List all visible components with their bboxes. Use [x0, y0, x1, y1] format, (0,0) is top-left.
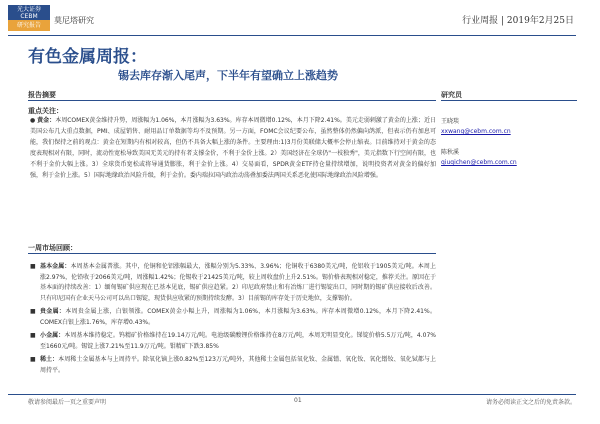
list-item: [30, 262, 436, 304]
analyst-name: 陈秋溪: [441, 149, 460, 156]
analyst-heading: 研究员: [441, 91, 462, 99]
gold-bullet-dot: ●: [30, 117, 38, 124]
bullet-label: 小金属：: [40, 332, 65, 339]
footer-disclaimer-right: 请务必阅读正文之后的免责条款。: [485, 399, 576, 406]
list-item: [30, 307, 436, 328]
analyst-name: 王晓琰: [441, 118, 460, 125]
cebm-logo: [8, 5, 50, 31]
footer-divider: [8, 394, 576, 395]
gold-label: 黄金：: [37, 117, 56, 124]
footer-disclaimer-left: 敬请参阅最后一页之重要声明: [28, 399, 107, 406]
analyst-sidebar: [441, 90, 577, 166]
bullet-label: 稀土：: [40, 356, 59, 363]
list-item: [30, 331, 436, 352]
bullet-square-icon: ■: [30, 356, 36, 363]
bullet-text: 本周基本维持稳定。钨精矿价格维持在19.14万元/吨。电池级碳酸锂价格维持在8万元/吨，本周无明显变化。锑锭价格5.5万元/吨，4.07%至1660元/吨。锡锭上涨7.21%至11.9万元/吨。钼精矿下跌3.85%: [40, 332, 436, 350]
bullet-text: 本周基本金属普涨。其中，伦铜和伦铝涨幅最大，涨幅分别为5.33%、3.96%；伦铜收于6380美元/吨，伦铝收于1905美元/吨。本周上涨2.97%，伦铅收于2066美元/吨，周涨幅1.42%；伦锡收于21425美元/吨，较上周收盘价上升2.51%。锡价格表现相对稳定，推荐关注。原因在于基本面的持续改善：1）缅甸锡矿供应现在已基本见底，锡矿供应趋紧。2）印尼政府禁止和有冶炼厂进行锡锭出口，同时期的锡矿供应接收后改善。只有印尼国有企业天马公司可以出口锡锭，现货供应收紧的预期持续发酵。3）目前锡的库存处于历史地位，支撑锡价。: [40, 263, 436, 302]
summary-divider: [28, 100, 436, 101]
key-focus-heading: 重点关注：: [28, 107, 63, 115]
header-divider: [8, 35, 576, 36]
analyst-email-link[interactable]: qiuqichen@cebm.com.cn: [441, 159, 517, 166]
report-subtitle: 锡去库存渐入尾声，下半年有望确立上涨趋势: [118, 69, 338, 82]
page-header: [0, 0, 600, 36]
bullet-square-icon: ■: [30, 263, 36, 270]
gold-text: 本周COMEX黄金维持升势，周涨幅为1.06%，本月涨幅为3.63%。库存本周微增0.12%，本月下降2.41%。美元走弱刺激了黄金的上涨；近日美国公布几大重点数据，PMI、成屋销售、耐用品订单数据等均不及预期。另一方面，FOMC会议纪要公布，虽然整体仍然偏向鸽派，但表示仍有加息可能，我们保持之前的观点：黄金在短期内有相对较高，但仍不具备大幅上涨的条件。主要理由:1)3月份美联储大概率会停止缩表。目前维持对于黄金的态度表现相对有限，同时，流动性宽松导致美国无美元的持有者支撑金价，不利于金价上涨。2）美国经济在全球仍"一枝独秀"，美元指数下行空间有限，也不利于金价大幅上涨。3）全球货币宽松或将导通货膨胀，利于金价上涨。4）交易面看，SPDR黄金ETF持仓量持续增加，说明投资者对黄金的偏好加强，利于金价上涨。5）国际地缘政治风险升级，利于金价。委内瑞拉国内政治动荡叠加委法两国关系恶化使国际地缘政治风险增强。: [30, 117, 436, 179]
list-item: [30, 355, 436, 376]
bullet-label: 基本金属：: [40, 263, 71, 270]
brand-name: 莫尼塔研究: [54, 16, 94, 25]
bullet-square-icon: ■: [30, 332, 36, 339]
bullet-label: 贵金属：: [40, 308, 66, 315]
analyst-email-link[interactable]: xxwang@cebm.com.cn: [441, 128, 511, 135]
gold-paragraph: [30, 115, 436, 181]
weekly-review-list: [30, 262, 436, 376]
bullet-text: 本周稀土金属基本与上周持平。除氧化镝上涨0.82%至123万元/吨外，其他稀土金属包括氧化钕、金属镨、氧化钕、氧化镨钕、氧化铽都与上周持平。: [40, 356, 436, 374]
page-number: 01: [294, 397, 302, 404]
logo-top-text: 光大证券 CEBM: [8, 5, 50, 20]
bullet-square-icon: ■: [30, 308, 36, 315]
weekly-review-heading: 一周市场回顾：: [28, 244, 77, 252]
sidebar-divider: [441, 100, 577, 101]
report-type-date: 行业周报 | 2019年2月25日: [462, 16, 574, 26]
weekly-divider: [28, 253, 436, 254]
bullet-text: 本周贵金属上涨，白银领涨。COMEX黄金小幅上升，周涨幅为1.06%，本月涨幅为3.63%。库存本周微增0.12%，本月下降2.41%。COMEX白银上涨1.76%，库存增0.43%。: [40, 308, 436, 326]
summary-heading: 报告摘要: [28, 91, 56, 99]
report-title: 有色金属周报：: [28, 47, 147, 67]
logo-bottom-text: 研究报告: [8, 20, 50, 31]
